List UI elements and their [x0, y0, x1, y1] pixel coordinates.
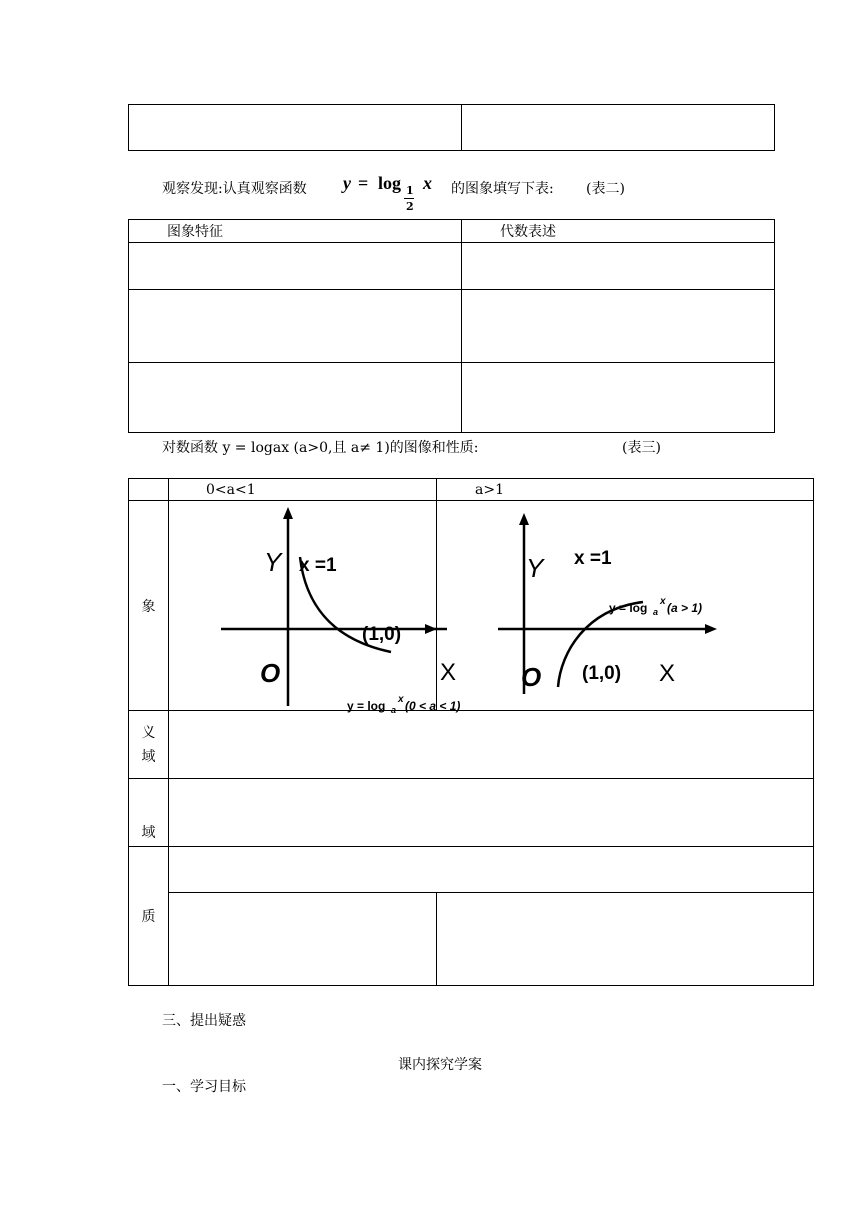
table2-header-left: 图象特征	[129, 220, 462, 243]
log-line-text: 对数函数 y = logax (a>0,且 a≠ 1)的图像和性质:	[162, 440, 479, 456]
formula-sub: a	[391, 705, 397, 715]
formula-log-half	[343, 170, 443, 218]
row-label-property: 质	[129, 847, 169, 986]
graph-cell-right	[437, 501, 814, 711]
row-label-range-text: 域	[141, 825, 156, 841]
formula-main: y = log	[347, 699, 386, 713]
table2-cell[interactable]	[129, 363, 462, 433]
asymptote-label: x =1	[299, 555, 337, 576]
table3-col1-header: 0<a<1	[169, 479, 437, 501]
top-table	[128, 104, 775, 151]
table2-cell[interactable]	[462, 290, 775, 363]
property-cell-left[interactable]	[169, 893, 437, 986]
point-label: (1,0)	[362, 624, 402, 645]
formula-y: y	[343, 173, 351, 193]
top-table-cell	[462, 105, 775, 151]
table3-label: (表三)	[622, 440, 661, 456]
formula-sup: x	[660, 596, 666, 607]
y-axis-label: Y	[526, 553, 544, 583]
formula-main: y = log	[609, 601, 648, 615]
graph-formula-right	[609, 596, 702, 617]
top-table-cell	[129, 105, 462, 151]
x-axis-label: X	[440, 659, 457, 686]
center-title: 课内探究学案	[398, 1057, 482, 1073]
formula-cond: (a > 1)	[667, 601, 703, 615]
domain-cell[interactable]	[169, 711, 814, 779]
formula-log: log	[378, 173, 402, 193]
property-cell-right[interactable]	[437, 893, 814, 986]
x-axis-label: X	[659, 660, 676, 687]
section-one-heading: 一、学习目标	[162, 1079, 246, 1095]
graph-cell-left	[169, 501, 461, 715]
asymptote-label: x =1	[574, 548, 612, 569]
row-label-graph: 象	[129, 501, 169, 711]
table-3	[128, 478, 814, 986]
formula-x: x	[423, 173, 432, 193]
row-label-domain-1: 义	[141, 724, 156, 741]
row-label-domain-2: 域	[141, 748, 156, 765]
table2-label: (表二)	[586, 181, 625, 197]
origin-label: O	[521, 662, 542, 692]
formula-cond: (0 < a < 1)	[405, 699, 461, 713]
row-label-range	[129, 779, 169, 847]
formula-base-den: 2	[406, 200, 414, 213]
formula-sup: x	[398, 694, 404, 705]
log-graph-increasing	[437, 501, 814, 706]
table3-corner	[129, 479, 169, 501]
table2-cell[interactable]	[129, 290, 462, 363]
x-axis-arrow	[425, 624, 437, 634]
y-axis-arrow	[519, 513, 529, 525]
point-label: (1,0)	[582, 663, 622, 684]
formula-base-num: 1	[406, 184, 414, 197]
table2-cell[interactable]	[462, 243, 775, 290]
table2-cell[interactable]	[462, 363, 775, 433]
table-2	[128, 219, 775, 433]
y-axis-label: Y	[264, 547, 282, 577]
origin-label: O	[260, 658, 281, 688]
section-three-heading: 三、提出疑惑	[162, 1013, 246, 1029]
observe-prefix: 观察发现:认真观察函数	[162, 181, 307, 197]
log-graph-decreasing	[169, 501, 461, 715]
range-cell[interactable]	[169, 779, 814, 847]
table3-col2-header: a>1	[437, 479, 814, 501]
table2-header-right: 代数表述	[462, 220, 775, 243]
formula-eq: =	[358, 173, 369, 193]
row-label-domain	[129, 711, 169, 779]
x-axis-arrow	[705, 624, 717, 634]
formula-fraction-bar	[404, 198, 414, 199]
table2-cell[interactable]	[129, 243, 462, 290]
property-cell-top[interactable]	[169, 847, 814, 893]
y-axis-arrow	[283, 507, 293, 519]
observe-suffix: 的图象填写下表:	[451, 181, 554, 197]
formula-sub: a	[653, 607, 659, 617]
